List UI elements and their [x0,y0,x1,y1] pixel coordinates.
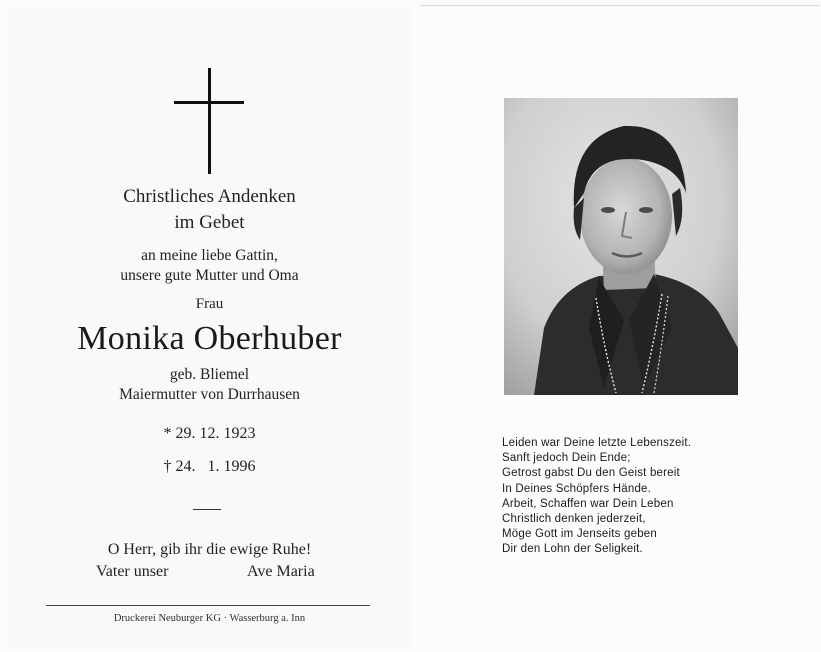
heading-andenken: Christliches Andenken [123,186,296,207]
dedication-line-2: unsere gute Mutter und Oma [120,267,299,284]
poem-line: In Deines Schöpfers Hände. [502,482,652,495]
cross-icon-vertical [208,68,211,174]
cross-icon-horizontal [174,101,244,104]
deceased-name: Monika Oberhuber [77,320,342,357]
poem-line: Getrost gabst Du den Geist bereit [502,467,680,480]
poem-line: Möge Gott im Jenseits geben [502,528,657,541]
title-frau: Frau [195,296,224,312]
divider-dash [193,509,221,510]
maiden-name: geb. Bliemel [169,366,250,383]
memorial-poem [502,436,802,558]
portrait-icon [504,98,738,395]
description: Maiermutter von Durrhausen [119,386,300,403]
prayer-line: O Herr, gib ihr die ewige Ruhe! [107,541,312,558]
birth-date: * 29. 12. 1923 [163,425,256,442]
prayer-ave-maria: Ave Maria [247,563,315,580]
prayer-vater-unser: Vater unser [96,563,169,580]
portrait-photo [504,98,738,395]
poem-line: Christlich denken jederzeit, [502,513,646,526]
footer-rule [46,605,370,606]
poem-line: Sanft jedoch Dein Ende; [502,452,631,465]
poem-line: Arbeit, Schaffen war Dein Leben [502,497,674,510]
heading-gebet: im Gebet [174,212,245,233]
card-top-edge [420,5,820,6]
poem-line: Leiden war Deine letzte Lebenszeit. [502,437,692,449]
dedication-line-1: an meine liebe Gattin, [141,247,278,264]
printer-credit: Druckerei Neuburger KG · Wasserburg a. Inn [113,613,306,624]
poem-line: Dir den Lohn der Seligkeit. [502,543,643,556]
death-date: † 24. 1. 1996 [163,458,256,475]
